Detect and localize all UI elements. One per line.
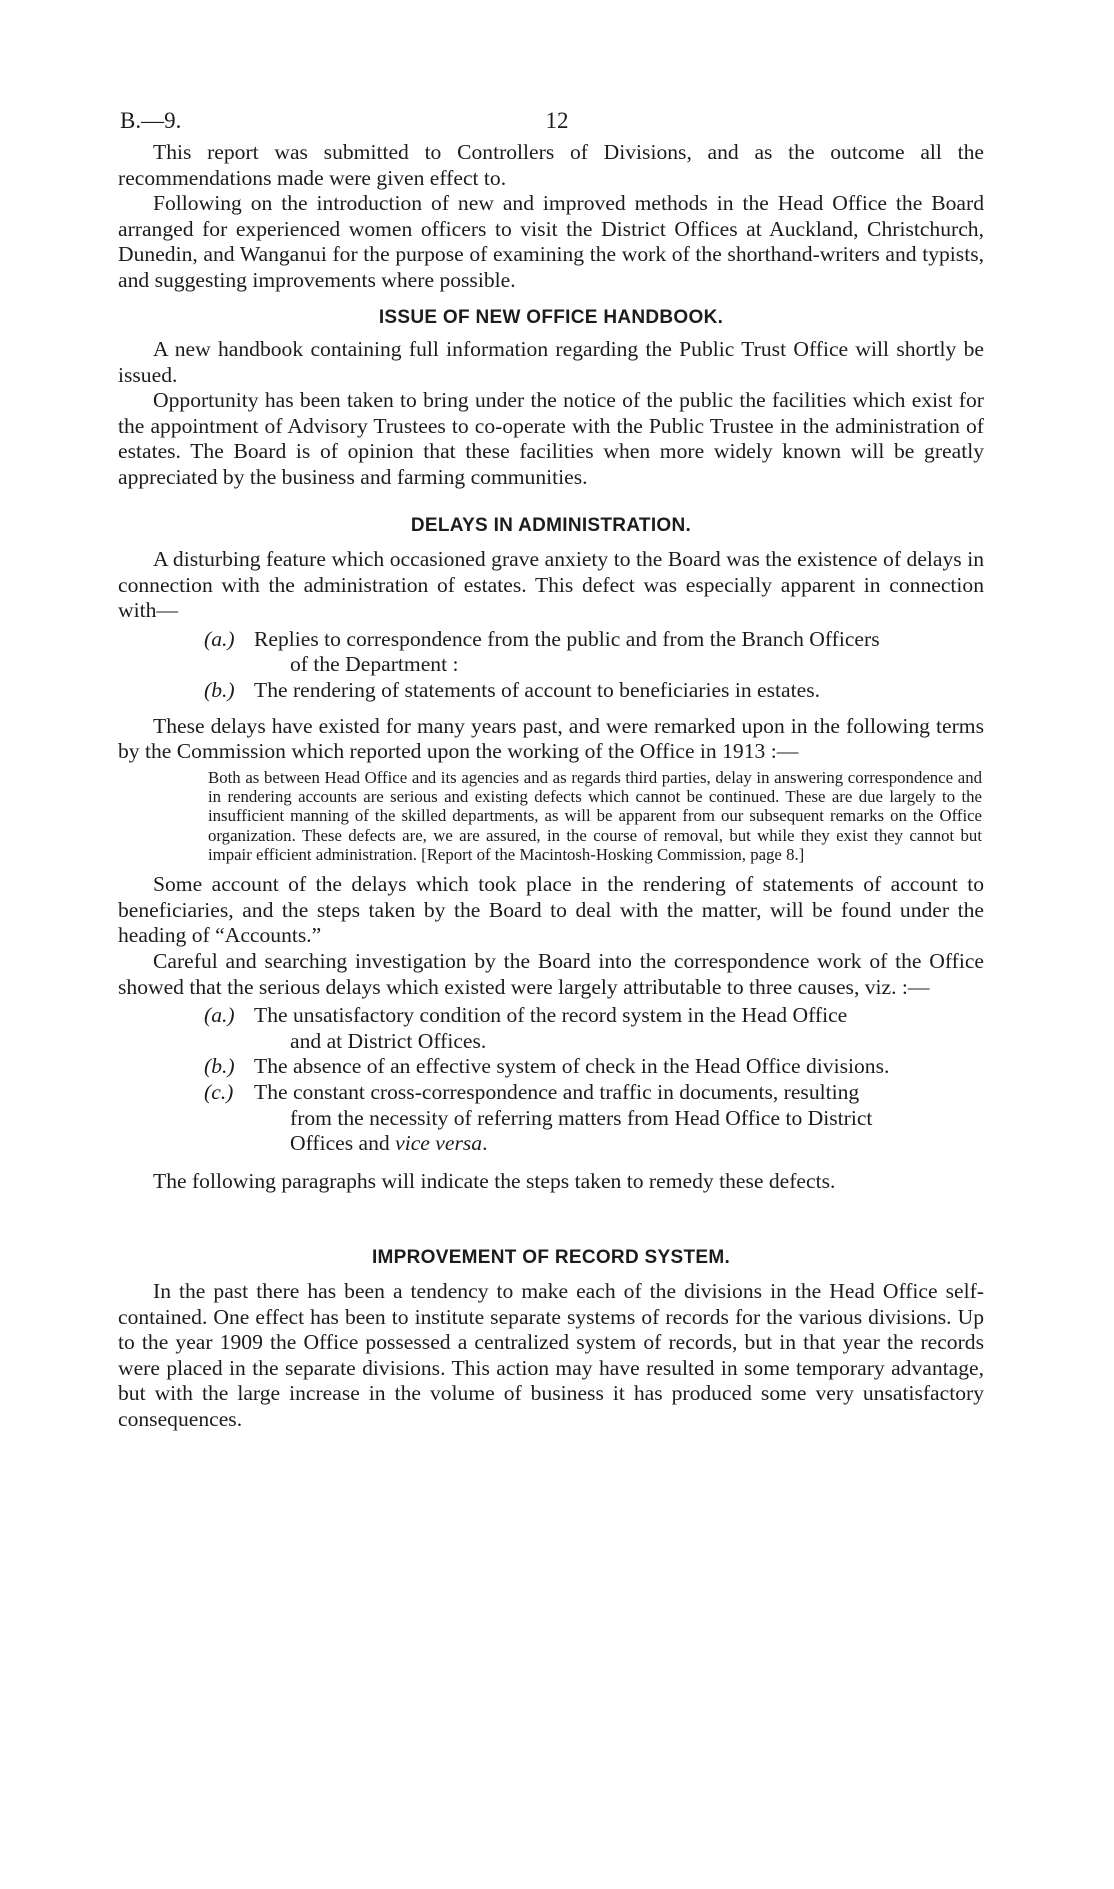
intro-block bbox=[118, 140, 984, 294]
list-item bbox=[204, 1054, 984, 1080]
list-text-continued: Offices and bbox=[290, 1131, 396, 1156]
block-quote: Both as between Head Office and its agencies and as regards third parties, delay in answering correspondence and in rendering accounts are serious and existing defects which cannot be continued. These are due largely to the insufficient manning of the skilled departments, as will be apparent from our subsequent remarks on the Office organization. These defects are, we are assured, in the course of removal, but while they exist they cannot but impair efficient administration. [Report of the Macintosh-Hosking Commission, page 8.] bbox=[208, 767, 982, 864]
paragraph: A disturbing feature which occasioned grave anxiety to the Board was the existence of delays in connection with the administration of estates. This defect was especially apparent in connection with— bbox=[118, 547, 984, 623]
list-text-continued: and at District Offices. bbox=[290, 1028, 487, 1053]
list-text-continued: from the necessity of referring matters from Head Office to District bbox=[290, 1105, 873, 1130]
paragraph: In the past there has been a tendency to make each of the divisions in the Head Office self-contained. One effect has been to institute separate systems of records for the various divisions. Up to the year 1909 the Office possessed a centralized system of records, but in that year the records were placed in the separate divisions. This action may have resulted in some temporary advantage, but with the large increase in the volume of business it has produced some very unsatisfactory consequences. bbox=[118, 1279, 984, 1431]
list-label: (a.) bbox=[204, 1003, 235, 1028]
section-records bbox=[118, 1245, 984, 1271]
section-delays-text bbox=[118, 547, 984, 1194]
section-delays bbox=[118, 513, 984, 539]
list-item bbox=[204, 1080, 984, 1157]
paragraph: Careful and searching investigation by the Board into the correspondence work of the Office showed that the serious delays which existed were largely attributable to three causes, viz. :— bbox=[118, 949, 984, 999]
list-text: The rendering of statements of account to beneficiaries in estates. bbox=[254, 677, 821, 702]
page-number: 12 bbox=[545, 108, 569, 133]
list-text: The absence of an effective system of check in the Head Office divisions. bbox=[254, 1054, 890, 1079]
list-label: (c.) bbox=[204, 1079, 234, 1104]
section-heading: IMPROVEMENT OF RECORD SYSTEM. bbox=[371, 1247, 731, 1268]
list-item bbox=[204, 1003, 984, 1054]
list-text: The unsatisfactory condition of the record system in the Head Office bbox=[254, 1003, 848, 1028]
paragraph: The following paragraphs will indicate the steps taken to remedy these defects. bbox=[153, 1168, 836, 1193]
paragraph: Some account of the delays which took place in the rendering of statements of account to beneficiaries, and the steps taken by the Board to deal with the matter, will be found under the heading of “Accounts.” bbox=[118, 872, 984, 948]
paragraph: This report was submitted to Controllers of Divisions, and as the outcome all the recommendations made were given effect to. bbox=[118, 140, 984, 190]
paragraph: These delays have existed for many years past, and were remarked upon in the following terms by the Commission which reported upon the working of the Office in 1913 :— bbox=[118, 713, 984, 764]
list-text-continued: . bbox=[482, 1131, 488, 1156]
list-text: Replies to correspondence from the public and from the Branch Officers bbox=[254, 626, 880, 651]
list-item bbox=[204, 678, 984, 704]
section-handbook-text bbox=[118, 337, 984, 491]
section-records-text bbox=[118, 1279, 984, 1433]
list-label: (b.) bbox=[204, 677, 235, 702]
list-text-continued: of the Department : bbox=[290, 652, 459, 677]
latin-phrase: vice versa bbox=[395, 1131, 483, 1156]
paragraph: Following on the introduction of new and improved methods in the Head Office the Board arranged for experienced women officers to visit the District Offices at Auckland, Christchurch, Dunedin, and Wanganui for the purpose of examining the work of the shorthand-writers and typists, and suggesting improvements where possible. bbox=[118, 191, 984, 292]
list-item bbox=[204, 627, 984, 678]
section-handbook bbox=[118, 305, 984, 331]
list-label: (b.) bbox=[204, 1054, 235, 1079]
document-reference: B.—9. bbox=[120, 108, 182, 133]
list-label: (a.) bbox=[204, 626, 235, 651]
paragraph: Opportunity has been taken to bring under the notice of the public the facilities which exist for the appointment of Advisory Trustees to co-operate with the Public Trustee in the administration of estates. The Board is of opinion that these facilities when more widely known will be greatly appreciated by the business and farming communities. bbox=[118, 388, 984, 489]
list-text: The constant cross-correspondence and traffic in documents, resulting bbox=[254, 1079, 860, 1104]
section-heading: ISSUE OF NEW OFFICE HANDBOOK. bbox=[378, 307, 724, 328]
paragraph: A new handbook containing full information regarding the Public Trust Office will shortly be issued. bbox=[118, 337, 984, 387]
section-heading: DELAYS IN ADMINISTRATION. bbox=[410, 515, 692, 536]
